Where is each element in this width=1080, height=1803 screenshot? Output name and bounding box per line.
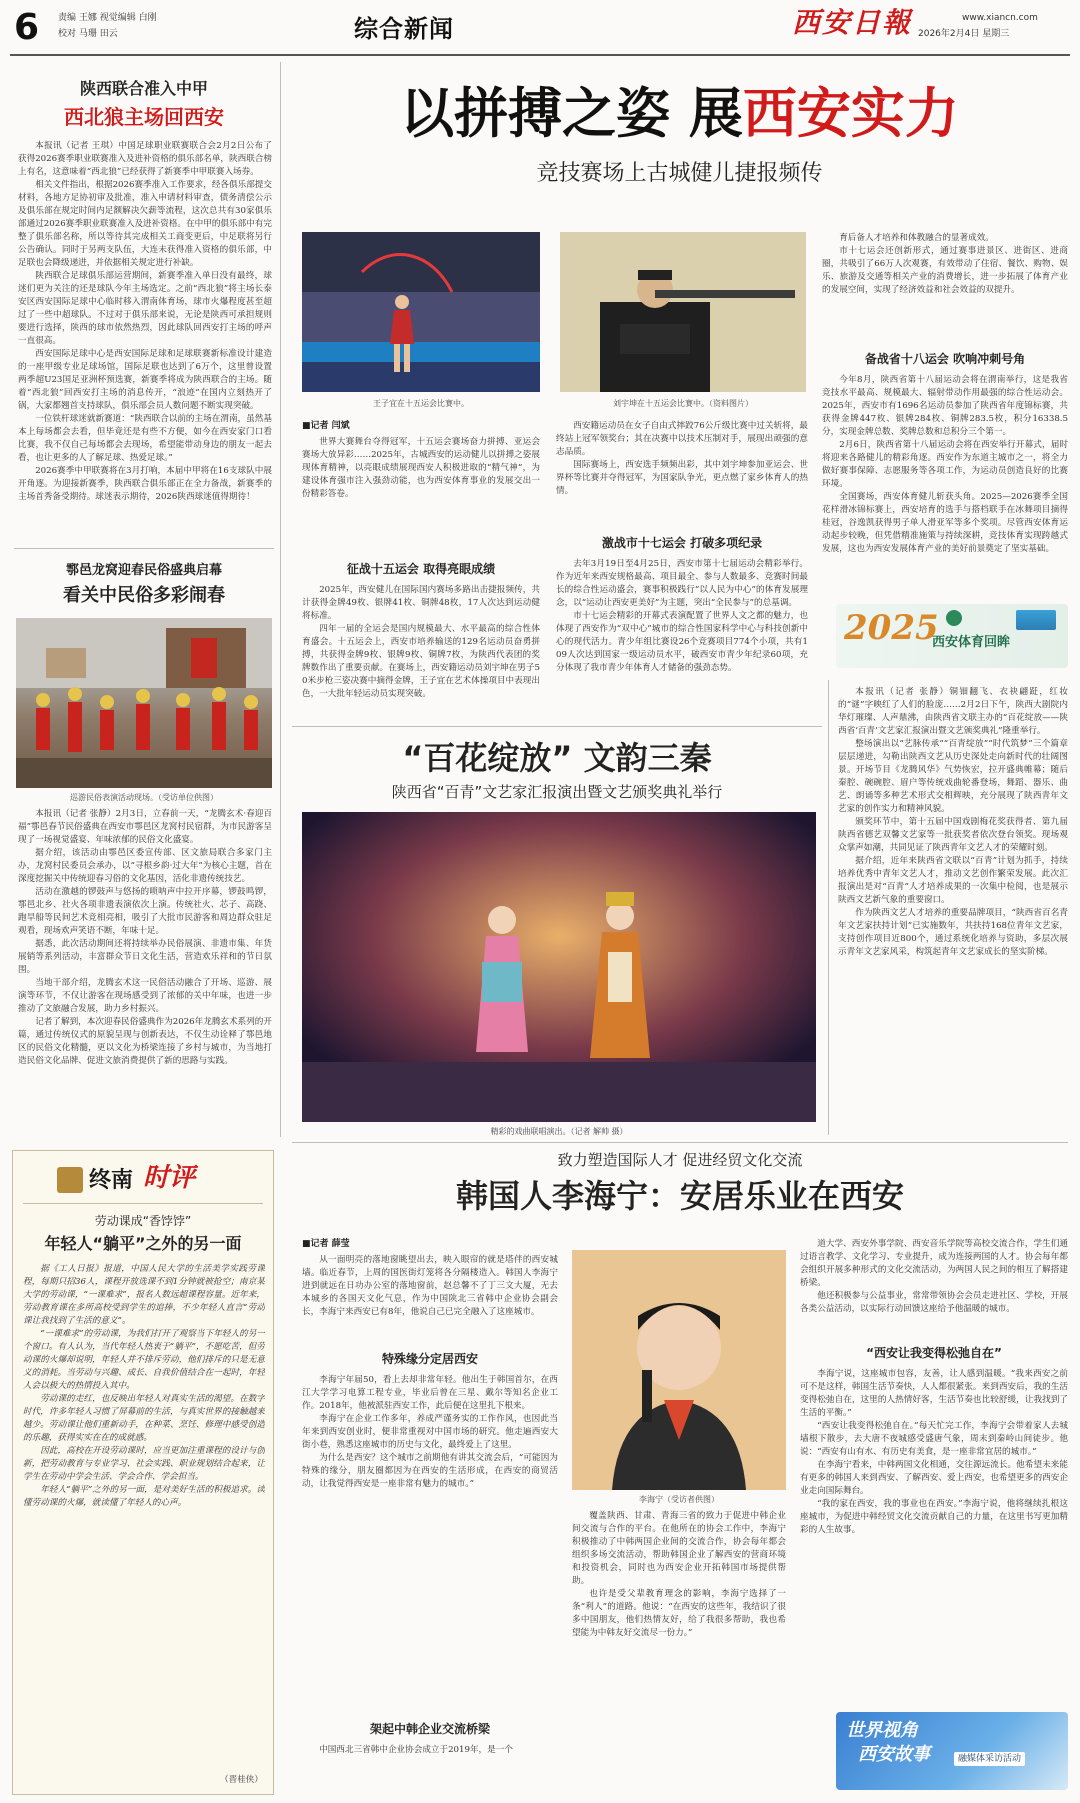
hero-para: 国际赛场上，西安选手频频出彩，其中刘宇坤参加亚运会、世界杯等比赛并夺得冠军，为国家队争光，更点燃了家乡体育人的热情。 [556, 460, 808, 496]
promo-line3: 融媒体采访活动 [954, 1752, 1025, 1766]
gymnast-photo-art [302, 232, 540, 392]
art2-para: 本报讯（记者 张静）2月3日，立春前一天，“龙腾玄术·春迎百福”鄠邑春节民俗盛典在西安市鄠邑区龙窝村民宿群，为市民游客呈现了一场视觉盛宴、年味浓郁的民俗文化盛宴。 [18, 809, 272, 845]
arts-para: 据介绍，近年来陕西省文联以“百青”计划为抓手，持续培养优秀中青年文艺人才，推动文艺创作繁荣发展。此次汇报演出是对“百青”人才培养成果的一次集中检阅，也是展示陕西文艺新气象的重要窗口。 [838, 856, 1068, 905]
korea-para: 李海宁在企业工作多年，养成严谨务实的工作作风，也因此当年来到西安创业时，便非常重视对中国市场的研究。他走遍西安大街小巷，熟悉这座城市的历史与文化，最终爱上了这里。 [302, 1414, 558, 1450]
book-icon [57, 1167, 83, 1193]
korea-col2 [572, 1510, 786, 1780]
hero-heading-c: 备战省十八运会 吹响冲刺号角 [864, 352, 1026, 366]
promo-banner [836, 1712, 1068, 1790]
hero-para: 市十七运会精彩的开幕式表演配置了世界人文之都的魅力，也体现了西安作为“双中心”城市的综合性国家科学中心与科技创新中心的现代活力。青少年组比赛设26个竞赛项目774个小项，共有109人次达到国家一级运动员水平，破西安市青少年纪录60项，充分体现了我市青少年体育人才储备的强劲态势。 [556, 611, 808, 673]
commentary-para: “一课难求”的劳动课，为我们打开了观察当下年轻人的另一个窗口。有人认为，当代年轻人热衷于“躺平”，不愿吃苦，但劳动课的火爆却说明，年轻人并不排斥劳动，他们排斥的只是无意义的消耗。当劳动与兴趣、成长、自我价值结合在一起时，年轻人会以极大的热情投入其中。 [23, 1329, 265, 1391]
opera-photo-caption: 精彩的戏曲联唱演出。（记者 解帅 摄） [490, 1127, 628, 1136]
korea-para: 为什么是西安？这个城市之前期他有讲其交流会后，“可能因为特殊的缘分，朋友圈都因为在西安的生活形成，在西安的商贸活动，让我觉得西安是一座非常有魅力的城市。” [302, 1453, 558, 1489]
sports-retro-banner [836, 604, 1068, 668]
korea-col3a [800, 1238, 1068, 1338]
hero-subtitle: 竞技赛场上古城健儿捷报频传 [536, 161, 823, 186]
issue-date: 2026年2月4日 星期三 [918, 29, 1010, 39]
opera-photo [302, 812, 816, 1122]
art2-body [18, 808, 272, 1108]
korea-col1 [302, 1254, 558, 1344]
commentary-para: 年轻人“躺平”之外的另一面，是对美好生活的积极追求。读懂劳动课的火爆，就读懂了年轻人的心声。 [23, 1485, 265, 1508]
arts-subtitle: 陕西省“百青”文艺家汇报演出暨文艺颁奖典礼举行 [391, 783, 723, 801]
hero-para: 2月6日，陕西省第十八届运动会将在西安举行开幕式，届时将迎来各路健儿的精彩角逐。西安作为东道主城市之一，将全力做好赛事保障、志愿服务等各项工作，为运动员创造良好的比赛环境。 [822, 440, 1068, 489]
left-divider-1 [14, 548, 274, 549]
site-url: www.xiancn.com [962, 13, 1038, 23]
commentary-author: （晋桂侠） [220, 1775, 263, 1785]
art1-para: 相关文件指出，根据2026赛季准入工作要求，经各俱乐部提交材料，各地方足协初审及批准，准入申请材料审查，债务清偿公示及俱乐部在规定时间内足额解决欠薪等流程，这次总共有30家俱乐部通过2026赛季职业联赛准入及进补资格。在中甲的俱乐部中有完整了俱乐部名称，所以等待其完成相关工商变更后，中足联将另行公告确认。同时于另两支队伍，大连未获得准入资格的俱乐部，中足联也会降级递进，并依据相关规定进行补缺。 [18, 180, 272, 268]
korea-para: 中国西北三省韩中企业协会成立于2019年，是一个 [319, 1745, 513, 1755]
art1-title: 陕西联合准入中甲 [79, 79, 208, 98]
korea-col1c [302, 1744, 558, 1784]
commentary-logo-rule [23, 1203, 263, 1204]
hero-col1a [302, 436, 540, 554]
arts-para: 整场演出以“艺脉传承”“百青绽放”“时代筑梦”三个篇章层层递进，勾勒出陕西文艺从历史深处走向新时代的壮阔图景。开场节目《龙腾风华》气势恢宏，拉开盛典帷幕；随后秦腔、碗碗腔、眉户等传统戏曲轮番登场，舞蹈、器乐、曲艺、朗诵等多种艺术形式交相辉映，充分展现了陕西青年文艺家的创作实力和精神风貌。 [838, 739, 1068, 814]
gymnast-photo-caption: 王子宜在十五运会比赛中。 [373, 399, 469, 408]
hero-title [292, 82, 1067, 146]
korea-para: 李海宁年届50，看上去却非常年轻。他出生于韩国首尔，在西江大学学习电算工程专业，毕业后曾在三星、戴尔等知名企业工作。2018年，他被派驻西安工作，此后便在这里扎下根来。 [302, 1375, 558, 1411]
page-number: 6 [14, 7, 40, 48]
hero-col2b [556, 558, 808, 724]
masthead [0, 0, 1080, 58]
retro-text: 西安体育回眸 [932, 635, 1011, 650]
folk-festival-photo-art [16, 618, 272, 788]
commentary-logo-b: 时评 [143, 1163, 196, 1193]
art2-photo-caption: 巡游民俗表演活动现场。（受访单位供图） [70, 793, 218, 802]
korea-para: 在李海宁看来，中韩两国文化相通，交往源远流长。他希望未来能有更多的韩国人来到西安、了解西安、爱上西安，也希望更多的西安企业走向国际舞台。 [800, 1460, 1068, 1496]
hero-para: 今年8月，陕西省第十八届运动会将在渭南举行，这是我省竞技水平最高、规模最大、辐射带动作用最强的综合性运动会。2025年，西安市有1696名运动员参加了陕西省年度锦标赛，共获得金牌447枚、银牌284枚、铜牌283.5枚，积分16338.5分，实现金牌总数、奖牌总数和总积分三个第一。 [822, 375, 1068, 437]
arts-bottom-rule [292, 1142, 1068, 1143]
hero-col2a [556, 420, 808, 530]
art2-para: 记者了解到，本次迎春民俗盛典作为2026年龙腾玄术系列的开篇，通过传统仪式的原貌呈现与创新表达，不仅生动诠释了鄠邑地区的民俗文化精髓，更以文化为桥梁连接了乡村与城市，为当地打造民俗文化品牌、促进文旅消费提供了新的思路与实践。 [18, 1017, 272, 1066]
art1-para: 西安国际足球中心是西安国际足球和足球联赛新标准设计建造的一座甲级专业足球场馆，国际足联也达到了6万个，这里曾设置两季超U23国足亚洲杯预选赛，新赛季将成为陕西联合的主场。随着“西北狼”回西安打主场的消息传开，“浪迹”在国内立刻热开了锅，大家都翘首支持球队，俱乐部会员人数问题不断实现突破。 [18, 349, 272, 411]
hero-para: 市十七运会还创新形式，通过赛事进景区、进街区、进商圈，共吸引了66万人次观赛，有效带动了住宿、餐饮、购物、娱乐、旅游及交通等相关产业的消费增长，进一步拓展了体育产业的发展空间，实现了经济效益和社会效益的双提升。 [822, 246, 1068, 295]
portrait-photo-art [572, 1250, 786, 1490]
hero-para: 西安籍运动员在女子自由式摔跤76公斤级比赛中过关斩将，最终站上冠军领奖台；其在决赛中以技术压制对手，展现出顽强的意志品质。 [556, 421, 808, 457]
hero-para: 全国赛场，西安体育健儿斩获头角。2025—2026赛季全国花样滑冰锦标赛上，西安培育的选手与搭档联手在冰舞项目摘得桂冠，谷逸凯获得男子单人滑亚军等多个奖项。尽管西安体育运动起步较晚，但凭借精准施策与持续深耕，竞技体育实现跨越式发展，这也为西安发展体育产业的美好前景奠定了坚实基础。 [822, 492, 1068, 554]
shooter-photo-art [560, 232, 806, 392]
art1-body [18, 140, 272, 540]
hero-col3a [822, 232, 1068, 346]
masthead-rule [10, 54, 1070, 56]
hero-para: 四年一届的全运会是国内规模最大、水平最高的综合性体育盛会。十五运会上，西安市培养输送的129名运动员奋勇拼搏，共获得金牌9枚、银牌9枚、铜牌7枚，为陕西代表团的奖牌数作出了重要贡献。在赛场上，西安籍运动员刘宇坤在男子50米步枪三姿决赛中摘得金牌，王子宜在艺术体操项目中表现出色，一大批年轻运动员实现突破。 [302, 624, 540, 699]
korea-para: 他还积极参与公益事业，常常带领协会会员走进社区、学校，开展各类公益活动，以实际行动回馈这座给予他温暖的城市。 [800, 1291, 1068, 1314]
commentary-box [12, 1150, 274, 1795]
art1-para: 本报讯（记者 王琪）中国足球职业联赛联合会2月2日公布了获得2026赛季职业联赛准入及进补资格的俱乐部名单，陕西联合榜上有名，这意味着“西北狼”已经获得了新赛季中甲联赛入场券。 [18, 141, 272, 177]
korea-para: 李海宁说，这座城市包容，友善，让人感到温暖。“我来西安之前可不是这样，韩国生活节奏快，人人都很紧张。来到西安后，我的生活变得松弛自在，这里的人热情好客，生活节奏也比较舒缓，让我找到了生活的平衡。” [800, 1369, 1068, 1418]
korea-heading-2: 架起中韩企业交流桥梁 [369, 1722, 490, 1736]
korea-title: 韩国人李海宁：安居乐业在西安 [455, 1177, 904, 1215]
left-column-divider [280, 62, 281, 1137]
commentary-body [23, 1263, 265, 1768]
art1-subtitle: 西北狼主场回西安 [64, 105, 224, 129]
art2-para: 活动在激越的锣鼓声与悠扬的唢呐声中拉开序幕，锣鼓鸣锣，鄠邑北乡、社火各项非遗表演依次上演。传统社火、芯子、高跷、跑旱船等民间艺术竞相亮相，吸引了大批市民游客和周边群众驻足观看，现场欢声笑语不断，年味十足。 [18, 887, 272, 936]
korea-para: 也许是受父辈教育理念的影响，李海宁选择了一条“利人”的道路。他说：“在西安的这些年，我结识了很多中国朋友，他们热情友好，给了我很多帮助，我也希望能为中韩友好交流尽一份力。” [572, 1589, 786, 1638]
hero-title-a: 以拼搏之姿 展 [400, 82, 743, 145]
art2-kicker: 鄠邑龙窝迎春民俗盛典启幕 [65, 563, 222, 578]
arts-body [838, 686, 1068, 1136]
hero-byline: ■记者 闫斌 [302, 421, 350, 431]
arts-para: 颁奖环节中，第十五届中国戏剧梅花奖获得者、第九届陕西省德艺双馨文艺家等一批获奖者依次登台领奖。现场观众掌声如潮，共同见证了陕西青年文艺人才的荣耀时刻。 [838, 817, 1068, 853]
retro-year: 2025 [844, 608, 939, 648]
promo-line2: 西安故事 [858, 1744, 930, 1765]
korea-para: “西安让我变得松弛自在。”每天忙完工作，李海宁会带着家人去城墙根下散步，去大唐不夜城感受盛唐气象，周末到秦岭山间徒步。他说：“西安有山有水、有历史有美食，是一座非常宜居的城市。” [800, 1421, 1068, 1457]
buildings-icon [1016, 610, 1056, 630]
shooter-photo-caption: 刘宇坤在十五运会比赛中。（资料图片） [613, 399, 753, 408]
promo-line1: 世界视角 [846, 1720, 918, 1741]
korea-para: 从一面明亮的落地窗眺望出去，映入眼帘的就是塔伴的西安城墙。临近春节，上周的国医街灯笼将各分隔楼造入。韩国人李海宁进到就远在日功办公室的落地窗前，赵总馨不了丁三文大厦，无去本城乡的各国天文化气息，作为中国陕北三省韩中企业协会副会长，李海宁来西安已有8年，他说自己已完全融入了这座城市。 [302, 1255, 558, 1317]
hero-col3b [822, 374, 1068, 594]
gymnast-photo [302, 232, 540, 392]
arts-para: 作为陕西文艺人才培养的重要品牌项目，“陕西省百名青年文艺家扶持计划”已实施数年，共扶持168位青年文艺家，支持创作项目近800个，通过系统化培养与资助，多层次展示青年文艺家风采，构筑起青年文艺家成长的坚实阶梯。 [838, 908, 1068, 957]
folk-festival-photo [16, 618, 272, 788]
korea-col1b [302, 1374, 558, 1714]
commentary-para: 据《工人日报》报道，中国人民大学的生活美学实践劳课程，每期只招36人，课程开放选课不到1分钟就被抢空；南京某大学的劳动课，“一课难求”，报名人数远超课程容量。近年来，劳动教育课在多所高校受到学生的追捧，不少年轻人直言“劳动课让我找到了生活的意义”。 [23, 1264, 265, 1326]
korea-para: “我的家在西安，我的事业也在西安。”李海宁说，他将继续扎根这座城市，为促进中韩经贸文化交流贡献自己的力量，在这里书写更加精彩的人生故事。 [800, 1499, 1068, 1535]
korea-para: 道大学、西安外事学院、西安音乐学院等高校交流合作，学生们通过语言教学、文化学习、专业提升，成为连接两国的人才。协会每年都会组织开展多种形式的文化交流活动，为两国人民之间的相互了解搭建桥梁。 [800, 1239, 1068, 1288]
art1-para: 陕西联合足球俱乐部运营期间，新赛季准入单日没有最终，球迷们更为关注的还是球队今年主场选定。之前“西北狼”将主场长泰安区西安国际足球中心临时移入渭南体育场，球市火爆程度甚至超过了一些中超球队。不过对于俱乐部来说，无论是陕西可承担规则要进行选择，陕西的球市依然热烈，因此球队回西安打主场的呼声一直很高。 [18, 271, 272, 346]
portrait-caption: 李海宁（受访者供图） [639, 1495, 719, 1504]
korea-kicker: 致力塑造国际人才 促进经贸文化交流 [557, 1151, 803, 1169]
editor-line-1: 责编 王娜 视觉编辑 白刚 [58, 13, 157, 23]
commentary-kicker: 劳动课成“香饽饽” [94, 1214, 192, 1228]
commentary-para: 劳动课的走红，也反映出年轻人对真实生活的渴望。在数字时代，许多年轻人习惯了屏幕前的生活，与真实世界的接触越来越少。劳动课让他们重新动手，在种菜、烹饪、修理中感受创造的乐趣，获得实实在在的成就感。 [23, 1394, 265, 1443]
hero-bottom-rule [292, 726, 822, 727]
art2-para: 据介绍，该活动由鄠邑区委宣传部、区文旅局联合多家门主办，龙窝村民委员会承办，以“寻根乡韵·过大年”为核心主题，首在深度挖掘关中传统迎春习俗的文化基因，活化非遗传统技艺。 [18, 848, 272, 884]
hero-para: 世界大赛舞台夺得冠军，十五运会赛场奋力拼搏、亚运会赛场大放异彩……2025年，古城西安的运动健儿以拼搏之姿展现体育精神，以亮眼成绩展现西安人积极进取的“精气神”，为建设体育强市注入强劲动能，也为西安体育事业的发展交出一份精彩答卷。 [302, 437, 540, 499]
editor-line-2: 校对 马珊 田云 [58, 29, 118, 39]
opera-photo-art [302, 812, 816, 1122]
korea-heading-1: 特殊缘分定居西安 [381, 1352, 478, 1366]
hero-heading-b: 激战市十七运会 打破多项纪录 [601, 536, 763, 550]
arts-para: 本报讯（记者 张静）铜钿翻飞、衣袂翩跹，红妆的“谜”字映红了人们的脸庞……2月2日下午，陕西大剧院内华灯璀璨、人声鼎沸，由陕西省文联主办的“百花绽放——陕西省‘百青’文艺家汇报演出暨文艺颁奖典礼”隆重举行。 [838, 687, 1068, 736]
korea-para: 覆盖陕西、甘肃、青海三省的致力于促进中韩企业间交流与合作的平台。在他所在的协会工作中，李海宁积极推动了中韩两国企业间的交流合作，协会每年都会组织多场交流活动，帮助韩国企业了解西安的营商环境和投资机会，同时也为西安企业开拓韩国市场提供帮助。 [572, 1511, 786, 1586]
art2-title: 看关中民俗多彩闹春 [63, 585, 225, 606]
hero-para: 育后备人才培养和体教融合的显著成效。 [839, 233, 994, 243]
korea-col3b [800, 1368, 1068, 1704]
hero-title-b: 西安实力 [742, 82, 959, 145]
korea-byline: ■记者 薛莹 [302, 1239, 350, 1249]
commentary-logo-a: 终南 [89, 1167, 134, 1193]
hero-para: 去年3月19日至4月25日，西安市第十七届运动会精彩举行。作为近年来西安规格最高、项目最全、参与人数最多、竞赛时间最长的综合性运动盛会，赛事积极践行“以人民为中心”的体育发展理念，以“运动让西安更美好”为主题，突出“全民参与”的总基调。 [556, 559, 808, 608]
korea-heading-3: “西安让我变得松弛自在” [866, 1346, 1002, 1360]
hero-para: 2025年，西安健儿在国际国内赛场多路出击捷报频传，共计获得金牌49枚、银牌41枚、铜牌48枚，17人次达到运动健将标准。 [302, 585, 540, 621]
art2-para: 当地干部介绍，龙腾玄术这一民俗活动融合了开场、巡游、展演等环节，不仅让游客在现场感受到了浓郁的关中年味，也进一步推动了文旅融合发展，助力乡村振兴。 [18, 978, 272, 1014]
portrait-photo [572, 1250, 786, 1490]
arts-title: “百花绽放” 文韵三秦 [402, 739, 712, 777]
commentary-logo [57, 1161, 237, 1201]
art1-para: 一位铁杆球迷就新赛道：“陕西联合以前的主场在渭南，虽然基本上每场都会去看，但毕竟还是有些不方便，如今在西安家门口看比赛，我不仅自己每场都会去现场，希望能带动身边的朋友一起去看，也让更多的人了解足球、热爱足球。” [18, 414, 272, 463]
hero-col1b [302, 584, 540, 722]
runner-icon [946, 610, 962, 626]
newspaper-logo: 西安日報 [792, 6, 913, 39]
commentary-para: 因此，高校在开设劳动课时，应当更加注重课程的设计与创新，把劳动教育与专业学习、社会实践、职业规划结合起来，让学生在劳动中学会生活、学会合作、学会担当。 [23, 1446, 265, 1482]
section-title: 综合新闻 [354, 15, 454, 43]
arts-right-divider [828, 680, 829, 1135]
commentary-title: 年轻人“躺平”之外的另一面 [44, 1234, 242, 1253]
shooter-photo [560, 232, 806, 392]
art2-para: 据悉，此次活动期间还将持续举办民俗展演、非遗市集、年货展销等系列活动，丰富群众节日文化生活，营造欢乐祥和的节日氛围。 [18, 939, 272, 975]
hero-heading-a: 征战十五运会 取得亮眼成绩 [346, 562, 496, 576]
art1-para: 2026赛季中甲联赛将在3月打响，本届中甲将在16支球队中展开角逐。为迎接新赛季，陕西联合俱乐部正在全力备战，新赛季的主场首秀备受期待。球迷表示期待，2026陕西球迷值得期待！ [18, 466, 272, 502]
